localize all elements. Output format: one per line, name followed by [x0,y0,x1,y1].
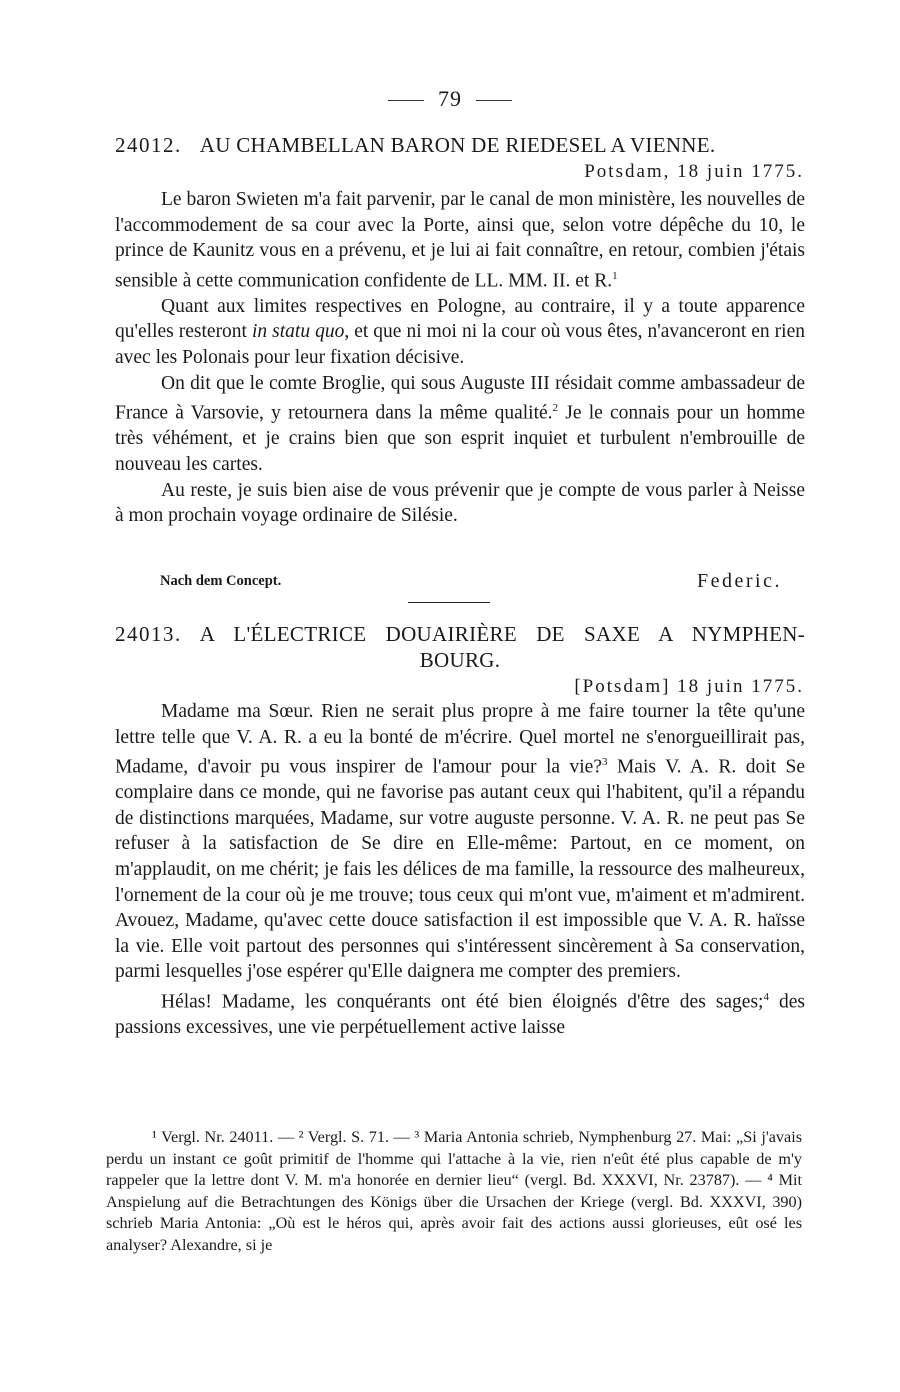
letter-body-24013 [115,699,805,1041]
page-number [0,86,900,112]
footnote-ref: 3 [602,756,608,769]
signature: Federic. [697,570,782,592]
source-note: Nach dem Concept. [160,573,282,589]
dash-right [476,100,512,101]
letter-heading-24013 [115,621,805,647]
footnote-text: ¹ Vergl. Nr. 24011. — ² Vergl. S. 71. — ³ Maria Antonia schrieb, Nymphenburg 27. Mai: „Si j'avais perdu un instant ce goût primitif de l'homme qui l'attache à la vie, rien n'eût été plus capable de m'y rappeler que la lettre dont V. M. m'a honorée en dernier lieu“ (vergl. Bd. XXXVI, Nr. 23787). — ⁴ Mit Anspielung auf die Betrachtungen des Königs über die Ursachen der Kriege (vergl. Bd. XXXVI, 390) schrieb Maria Antonia: „Où est le héros qui, après avoir fait des actions aussi glorieuses, eût osé les analyser? Alexandre, si je [106,1128,802,1254]
page-number-value: 79 [438,86,462,111]
paragraph: Hélas! Madame, les conquérants ont été bien éloignés d'être des sages;$^4$ des passions excessives, une vie perpétuellement active laisse [115,991,806,1039]
footnote-ref: 4 [763,991,769,1004]
paragraph: Quant aux limites respectives en Pologne, au contraire, il y a toute apparence qu'elles resteront in statu quo, et que ni moi ni la cour où vous êtes, n'avanceront en rien avec les Polonais pour leur fixation décisive. [115,295,805,369]
paragraph: Le baron Swieten m'a fait parvenir, par le canal de mon ministère, les nouvelles de l'accommodement de sa cour avec la Porte, ainsi que, selon votre dépêche du 10, le prince de Kaunitz vous en a prévenu, et je lui ai fait connaître, en retour, combien j'étais sensible à cette communication confidente de LL. MM. II. et R.$^1$ [115,189,805,292]
letter-number: 24012. [115,133,182,157]
footnotes [106,1127,802,1257]
letter-title-line1: A L'ÉLECTRICE DOUAIRIÈRE DE SAXE A NYMPHEN- [199,622,805,646]
dash-left [388,100,424,101]
letter-body-24012 [115,187,805,529]
letter-heading-24012 [115,132,805,158]
footnote-ref: 1 [612,269,618,282]
letter-title-line2: BOURG. [419,648,501,672]
paragraph: Madame ma Sœur. Rien ne serait plus propre à me faire tourner la tête qu'une lettre telle que V. A. R. a eu la bonté de m'écrire. Quel mortel ne s'enorgueillirait pas, Madame, d'avoir pu vous inspirer de l'amour pour la vie?$^3$ Mais V. A. R. doit Se complaire dans ce monde, qui ne favorise pas autant ceux qui l'habitent, qu'il a répandu de distinctions marquées, Madame, sur votre auguste personne. V. A. R. ne peut pas Se refuser à la satisfaction de Se dire en Elle-même: Partout, en ce moment, on m'applaudit, on me chérit; je fais les délices de ma famille, la ressource des malheureux, l'ornement de la cour où je me trouve; tous ceux qui m'ont vue, m'aiment et m'admirent. Avouez, Madame, qu'avec cette douce satisfaction il est impossible que V. A. R. haïsse la vie. Elle voit partout des personnes qui s'intéressent sincèrement à Sa conservation, parmi lesquelles j'ose espérer qu'Elle daignera me compter des premiers. [115,701,805,983]
latin-phrase: in statu quo [251,321,345,343]
footnote-ref: 2 [552,402,559,415]
section-divider [408,602,490,603]
letter-dateline: [Potsdam] 18 juin 1775. [574,676,804,697]
paragraph: On dit que le comte Broglie, qui sous Auguste III résidait comme ambassadeur de France à Varsovie, y retournera dans la même qualité.$^2$ Je le connais pour un homme très véhément, et je crains bien que son esprit inquiet et turbulent n'embrouille de nouveau les cartes. [115,372,805,475]
paragraph: Au reste, je suis bien aise de vous prévenir que je compte de vous parler à Neisse à mon prochain voyage ordinaire de Silésie. [115,479,805,527]
letter-dateline: Potsdam, 18 juin 1775. [584,161,804,182]
letter-title: AU CHAMBELLAN BARON DE RIEDESEL A VIENNE. [199,133,716,157]
letter-number: 24013. [115,622,182,646]
